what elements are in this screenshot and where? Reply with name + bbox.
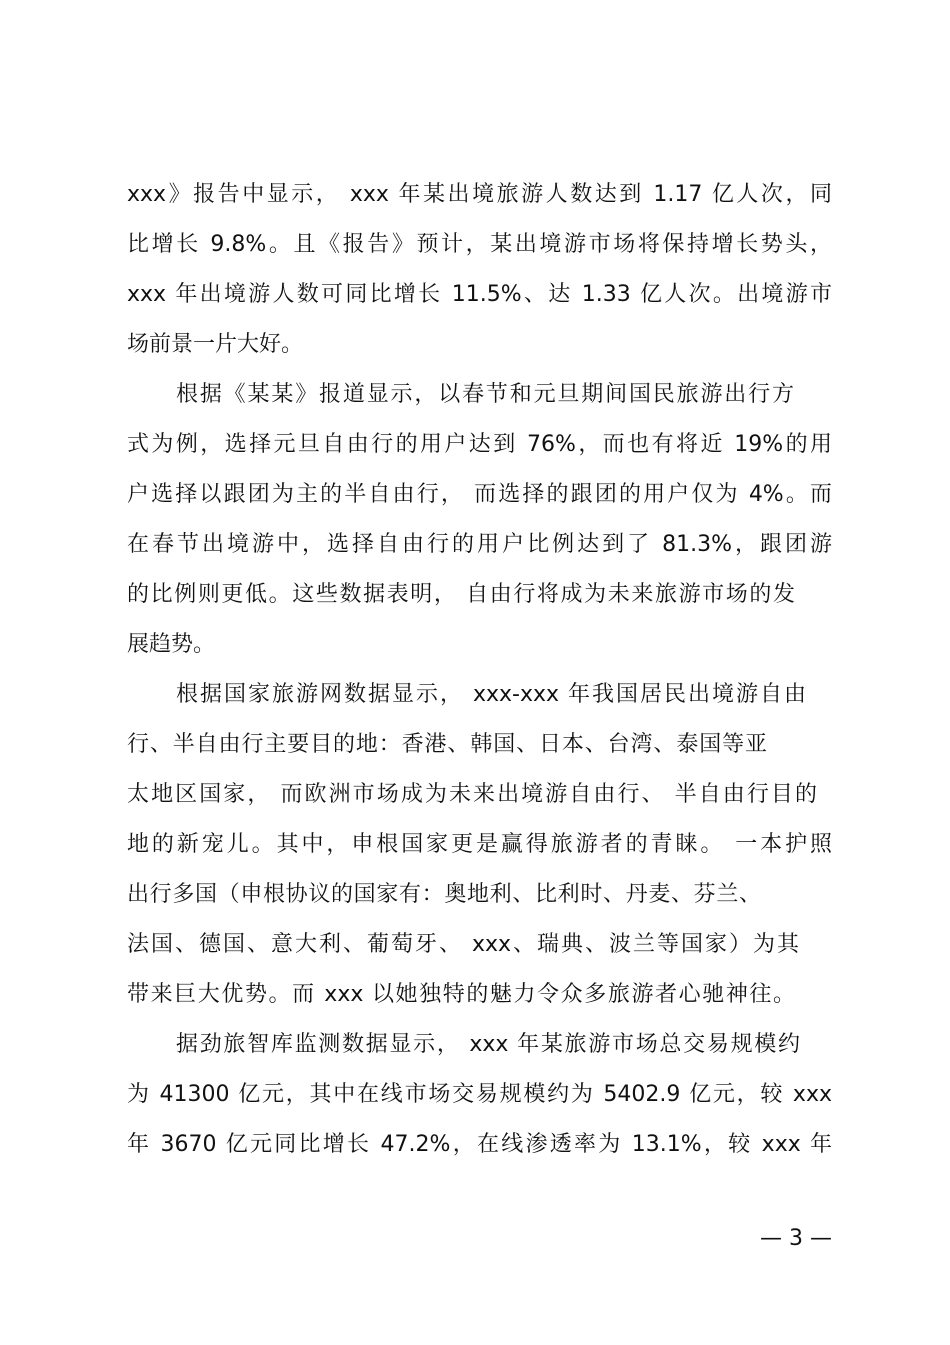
text-line: 展趋势。 <box>127 632 216 657</box>
text-line: xxx》报告中显示， xxx 年某出境旅游人数达到 1.17 亿人次，同 <box>127 182 832 207</box>
text-line: 在春节出境游中，选择自由行的用户比例达到了 81.3%，跟团游 <box>127 532 832 557</box>
paragraph-start-line: 根据国家旅游网数据显示， xxx-xxx 年我国居民出境游自由 <box>176 682 806 707</box>
text-line: 太地区国家， 而欧洲市场成为未来出境游自由行、 半自由行目的 <box>127 782 817 807</box>
text-line: 法国、德国、意大利、葡萄牙、 xxx、瑞典、波兰等国家）为其 <box>127 932 799 957</box>
text-line: 的比例则更低。这些数据表明， 自由行将成为未来旅游市场的发 <box>127 582 795 607</box>
paragraph-start-line: 据劲旅智库监测数据显示， xxx 年某旅游市场总交易规模约 <box>176 1032 800 1057</box>
paragraph-start-line: 根据《某某》报道显示，以春节和元旦期间国民旅游出行方 <box>176 382 794 407</box>
text-line: 户选择以跟团为主的半自由行， 而选择的跟团的用户仅为 4%。而 <box>127 482 832 507</box>
page-number: — 3 — <box>760 1226 832 1251</box>
text-line: 行、半自由行主要目的地：香港、韩国、日本、台湾、泰国等亚 <box>127 732 767 757</box>
text-line: 为 41300 亿元，其中在线市场交易规模约为 5402.9 亿元，较 xxx <box>127 1082 832 1107</box>
text-line: 场前景一片大好。 <box>127 332 304 357</box>
text-line: 式为例，选择元旦自由行的用户达到 76%，而也有将近 19%的用 <box>127 432 832 457</box>
text-line: 带来巨大优势。而 xxx 以她独特的魅力令众多旅游者心驰神往。 <box>127 982 795 1007</box>
text-line: 比增长 9.8%。且《报告》预计，某出境游市场将保持增长势头， <box>127 232 832 257</box>
text-line: 出行多国（申根协议的国家有：奥地利、比利时、丹麦、芬兰、 <box>127 882 761 907</box>
text-line: xxx 年出境游人数可同比增长 11.5%、达 1.33 亿人次。出境游市 <box>127 282 832 307</box>
text-line: 地的新宠儿。其中，申根国家更是赢得旅游者的青睐。 一本护照 <box>127 832 832 857</box>
text-line: 年 3670 亿元同比增长 47.2%，在线渗透率为 13.1%，较 xxx 年 <box>127 1132 832 1157</box>
